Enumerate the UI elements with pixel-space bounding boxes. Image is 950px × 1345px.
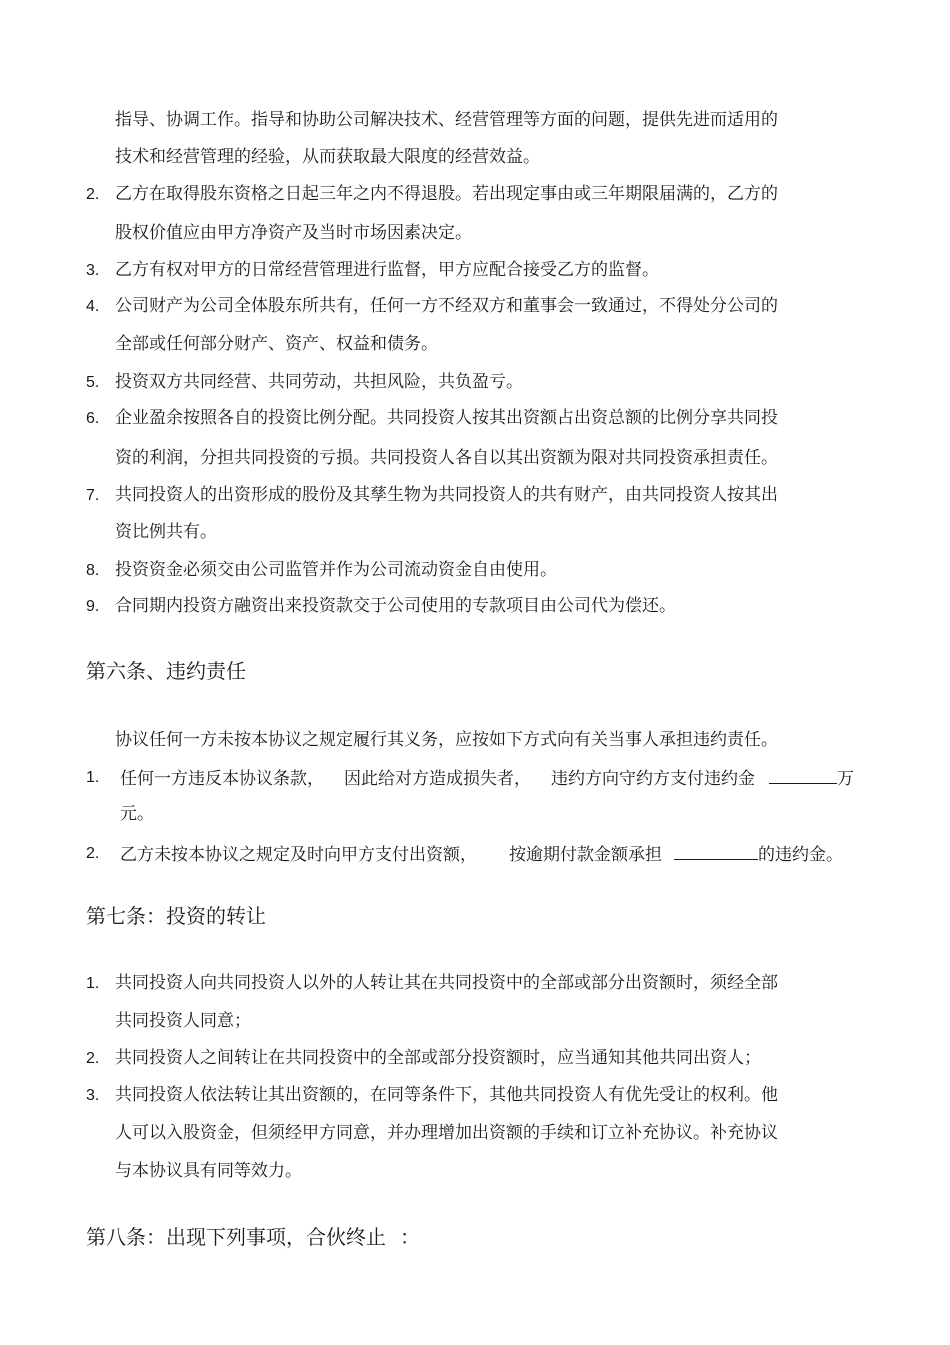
list-item-text: 资的利润，分担共同投资的亏损。共同投资人各自以其出资额为限对共同投资承担责任。 [115, 448, 778, 468]
list-number: 1. [86, 769, 100, 786]
clause-text: 任何一方违反本协议条款， [120, 769, 324, 789]
clause-text: 因此给对方造成损失者， [344, 769, 531, 789]
paragraph-line: 指导、协调工作。指导和协助公司解决技术、经营管理等方面的问题，提供先进而适用的 [115, 110, 778, 130]
list-item-text: 人可以入股资金，但须经甲方同意，并办理增加出资额的手续和订立补充协议。补充协议 [115, 1123, 778, 1143]
list-number: 6. [86, 410, 100, 427]
list-item-text [120, 766, 854, 790]
list-item-text: 乙方有权对甲方的日常经营管理进行监督，甲方应配合接受乙方的监督。 [115, 260, 659, 280]
list-item-text: 投资资金必须交由公司监管并作为公司流动资金自由使用。 [115, 560, 557, 580]
list-item-text: 共同投资人依法转让其出资额的，在同等条件下，其他共同投资人有优先受让的权利。他 [115, 1085, 778, 1105]
list-item-text: 合同期内投资方融资出来投资款交于公司使用的专款项目由公司代为偿还。 [115, 596, 676, 616]
list-item-text: 投资双方共同经营、共同劳动，共担风险，共负盈亏。 [115, 372, 523, 392]
section-heading: 第七条：投资的转让 [86, 904, 266, 928]
list-item-text: 与本协议具有同等效力。 [115, 1161, 302, 1181]
paragraph-line: 协议任何一方未按本协议之规定履行其义务，应按如下方式向有关当事人承担违约责任。 [115, 730, 778, 750]
heading-text: 第八条：出现下列事项，合伙终止 [86, 1225, 386, 1249]
list-number: 8. [86, 562, 100, 579]
heading-colon: ： [400, 1225, 420, 1249]
clause-text: 按逾期付款金额承担 [509, 845, 662, 865]
amount-blank[interactable] [769, 766, 837, 784]
list-number: 7. [86, 487, 100, 504]
list-item-text: 共同投资人的出资形成的股份及其孳生物为共同投资人的共有财产，由共同投资人按其出 [115, 485, 778, 505]
penalty-blank[interactable] [674, 842, 758, 860]
list-item-text: 股权价值应由甲方净资产及当时市场因素决定。 [115, 223, 472, 243]
list-number: 5. [86, 374, 100, 391]
list-item-text: 全部或任何部分财产、资产、权益和债务。 [115, 334, 438, 354]
list-item-text: 元。 [120, 804, 154, 824]
unit-text: 万 [837, 769, 854, 789]
list-number: 2. [86, 1050, 100, 1067]
list-item-text: 企业盈余按照各自的投资比例分配。共同投资人按其出资额占出资总额的比例分享共同投 [115, 408, 778, 428]
list-number: 3. [86, 262, 100, 279]
section-heading: 第六条、违约责任 [86, 659, 246, 683]
clause-text: 违约方向守约方支付违约金 [551, 769, 755, 789]
list-number: 2. [86, 186, 100, 203]
list-item-text [120, 842, 843, 866]
list-number: 3. [86, 1087, 100, 1104]
clause-text: 乙方未按本协议之规定及时向甲方支付出资额， [120, 845, 477, 865]
list-item-text: 共同投资人向共同投资人以外的人转让其在共同投资中的全部或部分出资额时，须经全部 [115, 973, 778, 993]
section-heading [86, 1224, 420, 1250]
list-item-text: 共同投资人之间转让在共同投资中的全部或部分投资额时，应当通知其他共同出资人； [115, 1048, 761, 1068]
list-item-text: 共同投资人同意； [115, 1011, 251, 1031]
list-number: 1. [86, 975, 100, 992]
list-number: 9. [86, 598, 100, 615]
paragraph-line: 技术和经营管理的经验，从而获取最大限度的经营效益。 [115, 147, 540, 167]
list-item-text: 公司财产为公司全体股东所共有，任何一方不经双方和董事会一致通过，不得处分公司的 [115, 296, 778, 316]
list-number: 4. [86, 298, 100, 315]
clause-text: 的违约金。 [758, 845, 843, 865]
list-item-text: 资比例共有。 [115, 522, 217, 542]
list-item-text: 乙方在取得股东资格之日起三年之内不得退股。若出现定事由或三年期限届满的，乙方的 [115, 184, 778, 204]
list-number: 2. [86, 845, 100, 862]
